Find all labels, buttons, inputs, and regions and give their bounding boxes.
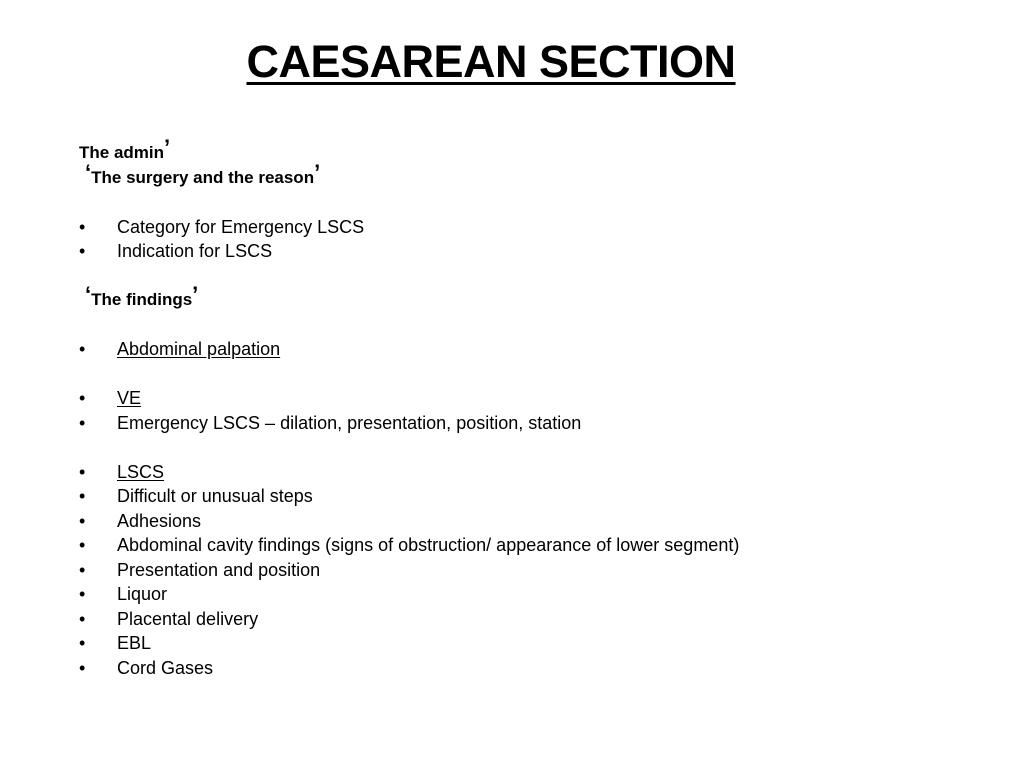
list-item: • Placental delivery	[79, 608, 259, 629]
surgery-heading: ‘The surgery and the reason’	[85, 159, 321, 187]
abdominal-palpation-heading: • Abdominal palpation	[79, 339, 281, 359]
ve-heading: • VE	[79, 388, 142, 408]
list-item: • Category for Emergency LSCS	[79, 216, 365, 237]
findings-heading: ‘The findings’	[85, 282, 199, 309]
list-item: • Difficult or unusual steps	[79, 486, 313, 506]
slide-body	[79, 135, 979, 680]
lscs-heading: • LSCS	[79, 461, 165, 482]
list-item: • Abdominal cavity findings (signs of obstruction/ appearance of lower segment)	[79, 535, 740, 555]
list-item: • EBL	[79, 633, 152, 653]
list-item: • Presentation and position	[79, 559, 321, 580]
list-item: • Liquor	[79, 584, 168, 604]
list-item: • Emergency LSCS – dilation, presentation, position, station	[79, 412, 582, 433]
slide-title: CAESAREAN SECTION	[246, 36, 736, 87]
list-item: • Cord Gases	[79, 657, 214, 678]
list-item: • Indication for LSCS	[79, 241, 273, 261]
list-item: • Adhesions	[79, 510, 202, 531]
admin-heading: The admin’	[79, 135, 171, 162]
